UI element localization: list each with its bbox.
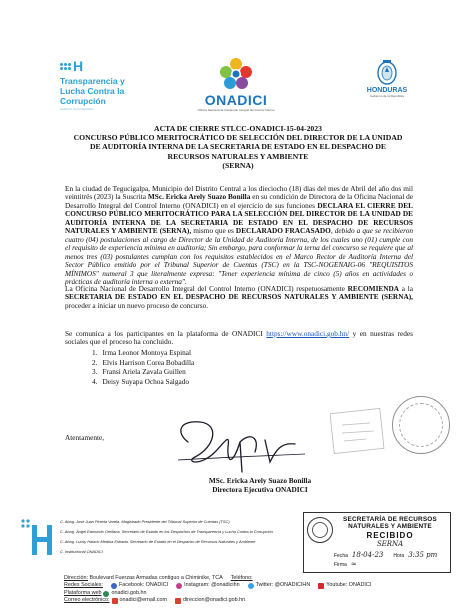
stamp-received: RECIBIDO bbox=[366, 531, 414, 540]
stamp-fecha-value: 18-04-23 bbox=[351, 551, 384, 559]
logo-tagline: Gobierno de la República bbox=[60, 107, 94, 111]
title-line-4: RECURSOS NATURALES Y AMBIENTE bbox=[167, 151, 309, 161]
direccion-value: Boulevard Fuerzas Armadas contiguo a Chiminike, TCA bbox=[87, 575, 223, 581]
official-seal bbox=[392, 396, 450, 454]
telefono-label: Teléfono: bbox=[230, 575, 253, 581]
signer-block bbox=[160, 477, 360, 494]
honduras-tagline: Gobierno de la República bbox=[370, 94, 404, 98]
correo-label: Correo electrónico: bbox=[64, 597, 110, 604]
stamp-fecha-label: Fecha bbox=[334, 553, 348, 559]
list-item: 3. Fransi Ariela Zavala Guillen bbox=[92, 367, 186, 377]
transparencia-logo bbox=[60, 58, 150, 111]
direccion-label: Dirección: bbox=[64, 575, 88, 581]
list-item: 2. Elvis Harrison Corea Bobadilla bbox=[92, 357, 195, 367]
onadici-logo bbox=[196, 57, 276, 112]
handwritten-signature bbox=[170, 412, 310, 482]
plataforma-label: Plataforma web bbox=[64, 589, 102, 596]
title-line-1: ACTA DE CIERRE STLCC-ONADICI-15-04-2023 bbox=[154, 124, 322, 133]
list-item: 4. Deisy Suyapa Ochoa Salgado bbox=[92, 376, 190, 386]
stamp-title-2: NATURALES Y AMBIENTE bbox=[348, 523, 432, 530]
logo-line3: Corrupción bbox=[60, 96, 106, 106]
dots-icon bbox=[60, 63, 71, 70]
document-footer bbox=[64, 575, 464, 605]
stamp-unit: SERNA bbox=[376, 540, 404, 548]
paragraph-communication: Se comunica a los participantes en la plataforma de ONADICI https://www.onadici.gob.hn/ y en nuestras redes sociales que el proceso ha concluido. bbox=[65, 329, 414, 347]
stamp-firma-label: Firma bbox=[334, 562, 347, 568]
honduras-name: HONDURAS bbox=[366, 87, 408, 94]
stamp-hora-value: 3:35 pm bbox=[408, 551, 438, 559]
youtube-link[interactable]: Youtube: ONADICI bbox=[326, 582, 372, 589]
cc-list bbox=[60, 517, 322, 557]
twitter-icon bbox=[248, 583, 254, 589]
redes-label: Redes Sociales: bbox=[64, 582, 103, 589]
decorative-h-icon bbox=[20, 515, 56, 561]
onadici-tagline: Oficina Nacional de Desarrollo Integral del Control Interno bbox=[197, 108, 275, 112]
cc-item: C. Abog. Lucky Halach Medina Estrada. Secretario de Estado en el Despacho de Recursos Naturales y Ambiente bbox=[60, 539, 256, 544]
title-line-3: DE AUDITORÍA INTERNA DE LA SECRETARIA DE ESTADO EN EL DESPACHO DE bbox=[89, 142, 387, 152]
plataforma-link[interactable]: onadici.gob.hn bbox=[111, 589, 147, 596]
ink-marks bbox=[330, 405, 400, 465]
document-title bbox=[66, 124, 410, 170]
facebook-icon bbox=[111, 583, 117, 589]
cc-item: C. Abog. José Juan Pineda Varela. Magistrado Presidente del Tribunal Superior de Cuentas (TSC) bbox=[60, 519, 230, 524]
correo-1[interactable]: onadici@ernail.com bbox=[119, 597, 167, 604]
logo-line2: Lucha Contra la bbox=[60, 86, 125, 96]
stamp-seal-icon bbox=[307, 517, 333, 543]
web-icon bbox=[103, 591, 109, 597]
paragraph-declaration: En la ciudad de Tegucigalpa, Municipio del Distrito Central a los dieciocho (18) días del mes de Abril del año dos mil veintitrés (2023) la Suscrita MSc. Ericka Arely Suazo Bonilla en su condición de Directora de la Oficina Nacional de Desarrollo Integral del Control Interno (ONADICI) en el ejercicio de sus funciones DECLARA EL CIERRE DEL CONCURSO PÚBLICO MERITOCRÁTICO PARA LA SELECCIÓN DEL DIRECTOR DE LA UNIDAD DE AUDITORÍA INTERNA DE LA SECRETARIA DE ESTADO EN EL DESPACHO DE RECURSOS NATURALES Y AMBIENTE (SERNA), mismo que es DECLARADO FRACASADO, debido a que se recibieron cuatro (04) postulaciones al cargo de Director de la Unidad de Auditoría Interna, de los cuales uno (01) cumple con el requisito de experiencia mínima en auditoría; Sin embargo, para conformar la terna del concurso se requiere que al menos tres (03) postulantes cumplan con los requisitos establecidos en el Marco Rector de Auditoría Interna del Sector Público emitido por el Tribunal Superior de Cuentas (TSC) en la TSC-NOGENAIG-06 "REQUISITOS MÍNIMOS" numeral 3 que literalmente expresa: "Tener experiencia mínima de cinco (5) años en actividades o prácticas de auditoría interna o externa". bbox=[65, 184, 413, 286]
stamp-hora-label: Hora bbox=[393, 553, 405, 559]
onadici-name: ONADICI bbox=[204, 92, 268, 108]
closing-salutation: Atentamente, bbox=[65, 433, 105, 442]
received-stamp bbox=[303, 512, 451, 573]
mail-icon bbox=[175, 598, 181, 604]
logo-h-mark: H bbox=[73, 58, 84, 74]
logo-line1: Transparencia y bbox=[60, 76, 125, 86]
title-line-5: (SERNA) bbox=[222, 160, 254, 170]
mail-icon bbox=[112, 598, 118, 604]
title-line-2: CONCURSO PÚBLICO MERITOCRÁTICO DE SELECCIÓN DEL DIRECTOR DE LA UNIDAD bbox=[73, 133, 403, 143]
participants-list bbox=[92, 348, 194, 386]
twitter-link[interactable]: Twitter: @ONADICIHN bbox=[255, 582, 311, 589]
instagram-link[interactable]: Instagram: @onadicihn bbox=[184, 582, 240, 589]
coat-of-arms-icon bbox=[374, 58, 400, 86]
list-item: 1. Irma Leonor Montoya Espinal bbox=[92, 348, 192, 357]
youtube-icon bbox=[318, 583, 324, 589]
cc-item: C. Abog. Ángel Edmundo Orellana. Secretario de Estado en los Despachos de Transparencia y Lucha Contra la Corrupción bbox=[60, 529, 273, 534]
honduras-logo bbox=[362, 58, 412, 98]
instagram-icon bbox=[176, 583, 182, 589]
stamp-title-1: SECRETARÍA DE RECURSOS bbox=[343, 516, 437, 523]
declared-status: DECLARADO FRACASADO bbox=[235, 226, 331, 236]
paragraph-recommendation: La Oficina Nacional de Desarrollo Integral del Control Interno (ONADICI) respetuosamente RECOMIENDA a la SECRETARIA DE ESTADO EN EL DESPACHO DE RECURSOS NATURALES Y AMBIENTE (SERNA), proceder a iniciar un nuevo proceso de concurso. bbox=[65, 284, 413, 310]
onadici-website-link[interactable]: https://www.onadici.gob.hn/ bbox=[266, 329, 350, 338]
stamp-firma-mark: ≈ bbox=[350, 560, 357, 568]
onadici-emblem-icon bbox=[216, 57, 256, 91]
correo-2[interactable]: direccion@onadici.gob.hn bbox=[182, 597, 246, 604]
signer-name: MSc. Ericka Arely Suazo Bonilla bbox=[208, 476, 312, 485]
facebook-link[interactable]: Facebook: ONADICI bbox=[118, 582, 169, 589]
signer-role: Directora Ejecutiva ONADICI bbox=[212, 484, 308, 494]
director-name: MSc. Ericka Arely Suazo Bonilla bbox=[147, 192, 251, 202]
cc-item: C. Institucional ONADICI bbox=[60, 549, 103, 554]
